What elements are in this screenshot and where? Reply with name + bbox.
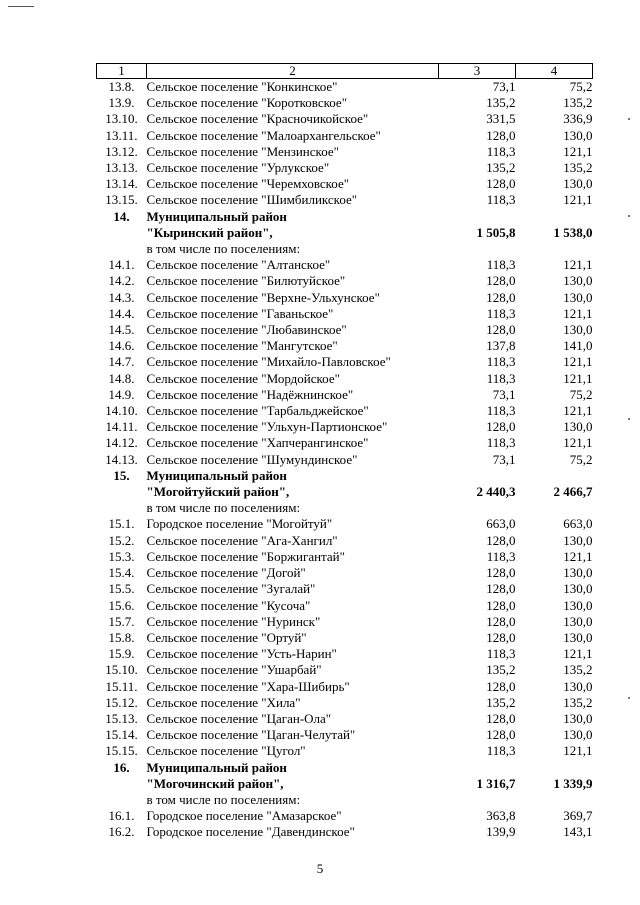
row-name: Сельское поселение "Нуринск" bbox=[146, 613, 321, 629]
row-number: 15.7. bbox=[108, 613, 135, 629]
table-row bbox=[97, 630, 593, 646]
row-number: 14.4. bbox=[108, 305, 135, 321]
row-value-col4: 663,0 bbox=[563, 516, 593, 532]
column-header-2: 2 bbox=[147, 64, 439, 79]
row-number: 14.11. bbox=[105, 419, 138, 435]
table-row bbox=[97, 79, 593, 96]
row-name: Сельское поселение "Билютуйское" bbox=[146, 273, 346, 289]
table-row bbox=[97, 273, 593, 289]
row-number: 15.14. bbox=[105, 727, 138, 743]
row-value-col3: 137,8 bbox=[486, 338, 516, 354]
table-row bbox=[97, 549, 593, 565]
row-value-col3: 128,0 bbox=[486, 581, 516, 597]
row-value-col4: 130,0 bbox=[563, 613, 593, 629]
row-name: Сельское поселение "Зугалай" bbox=[146, 581, 316, 597]
table-row bbox=[97, 403, 593, 419]
district-subheading-row bbox=[97, 241, 593, 257]
row-value-col3: 118,3 bbox=[486, 354, 516, 370]
row-number: 13.14. bbox=[105, 176, 138, 192]
row-value-col3: 128,0 bbox=[486, 597, 516, 613]
row-number: 14.12. bbox=[105, 435, 138, 451]
district-total-col4: 2 466,7 bbox=[553, 484, 593, 500]
district-number: 16. bbox=[113, 759, 130, 775]
row-name: Сельское поселение "Красночикойское" bbox=[146, 111, 369, 127]
table-row bbox=[97, 419, 593, 435]
row-value-col4: 336,9 bbox=[563, 111, 593, 127]
table-row bbox=[97, 371, 593, 387]
row-name: Сельское поселение "Надёжнинское" bbox=[146, 386, 354, 402]
district-number: 15. bbox=[113, 467, 130, 483]
district-heading-row bbox=[97, 209, 593, 225]
row-value-col4: 130,0 bbox=[563, 565, 593, 581]
district-subheading: в том числе по поселениям: bbox=[146, 241, 301, 257]
scan-speck bbox=[628, 418, 630, 420]
district-subheading: в том числе по поселениям: bbox=[146, 791, 301, 807]
row-value-col3: 128,0 bbox=[486, 289, 516, 305]
row-value-col4: 130,0 bbox=[563, 176, 593, 192]
row-number: 15.13. bbox=[105, 710, 138, 726]
column-header-1: 1 bbox=[97, 64, 147, 79]
row-number: 15.6. bbox=[108, 597, 135, 613]
row-value-col4: 121,1 bbox=[563, 435, 593, 451]
row-value-col4: 130,0 bbox=[563, 289, 593, 305]
table-row bbox=[97, 614, 593, 630]
table-row bbox=[97, 743, 593, 759]
row-value-col3: 331,5 bbox=[486, 111, 516, 127]
row-value-col3: 73,1 bbox=[492, 451, 516, 467]
district-heading-row bbox=[97, 760, 593, 776]
row-value-col3: 118,3 bbox=[486, 257, 516, 273]
row-value-col4: 121,1 bbox=[563, 257, 593, 273]
row-value-col3: 118,3 bbox=[486, 305, 516, 321]
row-value-col4: 130,0 bbox=[563, 727, 593, 743]
row-number: 13.8. bbox=[108, 79, 135, 94]
row-value-col4: 121,1 bbox=[563, 548, 593, 564]
row-number: 15.8. bbox=[108, 629, 135, 645]
row-value-col4: 130,0 bbox=[563, 532, 593, 548]
row-number: 15.15. bbox=[105, 743, 138, 759]
table-row bbox=[97, 338, 593, 354]
row-number: 14.9. bbox=[108, 386, 135, 402]
table-row bbox=[97, 662, 593, 678]
district-title-line2: "Кыринский район", bbox=[146, 224, 273, 240]
scan-speck bbox=[628, 118, 630, 120]
row-number: 14.6. bbox=[108, 338, 135, 354]
district-subheading: в том числе по поселениям: bbox=[146, 500, 301, 516]
row-name: Городское поселение "Могойтуй" bbox=[146, 516, 333, 532]
row-number: 13.15. bbox=[105, 192, 138, 208]
row-value-col4: 121,1 bbox=[563, 192, 593, 208]
column-header-row bbox=[97, 64, 593, 79]
table-row bbox=[97, 565, 593, 581]
table-row bbox=[97, 306, 593, 322]
district-title-line2: "Могочинский район", bbox=[146, 775, 284, 791]
table-row bbox=[97, 646, 593, 662]
row-value-col4: 130,0 bbox=[563, 581, 593, 597]
table-row bbox=[97, 533, 593, 549]
row-number: 13.9. bbox=[108, 95, 135, 111]
row-number: 14.13. bbox=[105, 451, 138, 467]
row-number: 14.8. bbox=[108, 370, 135, 386]
row-number: 13.12. bbox=[105, 143, 138, 159]
row-number: 14.2. bbox=[108, 273, 135, 289]
row-name: Сельское поселение "Малоархангельское" bbox=[146, 127, 381, 143]
table-row bbox=[97, 160, 593, 176]
row-name: Сельское поселение "Ага-Хангил" bbox=[146, 532, 338, 548]
row-number: 15.9. bbox=[108, 646, 135, 662]
row-number: 13.13. bbox=[105, 160, 138, 176]
district-total-row bbox=[97, 776, 593, 792]
row-name: Сельское поселение "Хила" bbox=[146, 694, 301, 710]
row-value-col3: 118,3 bbox=[486, 435, 516, 451]
district-total-col4: 1 339,9 bbox=[553, 775, 593, 791]
row-name: Сельское поселение "Черемховское" bbox=[146, 176, 350, 192]
row-value-col4: 121,1 bbox=[563, 354, 593, 370]
row-value-col3: 128,0 bbox=[486, 678, 516, 694]
district-title-line1: Муниципальный район bbox=[146, 467, 287, 483]
row-value-col3: 128,0 bbox=[486, 565, 516, 581]
row-value-col4: 121,1 bbox=[563, 743, 593, 759]
row-value-col3: 118,3 bbox=[486, 370, 516, 386]
row-name: Сельское поселение "Верхне-Ульхунское" bbox=[146, 289, 380, 305]
row-value-col3: 128,0 bbox=[486, 710, 516, 726]
row-name: Сельское поселение "Гаваньское" bbox=[146, 305, 334, 321]
row-value-col4: 130,0 bbox=[563, 710, 593, 726]
row-value-col4: 121,1 bbox=[563, 305, 593, 321]
row-name: Сельское поселение "Ушарбай" bbox=[146, 662, 322, 678]
row-value-col4: 135,2 bbox=[563, 95, 593, 111]
table-row bbox=[97, 711, 593, 727]
row-name: Сельское поселение "Михайло-Павловское" bbox=[146, 354, 391, 370]
row-name: Сельское поселение "Алтанское" bbox=[146, 257, 331, 273]
row-value-col3: 118,3 bbox=[486, 743, 516, 759]
row-value-col3: 135,2 bbox=[486, 95, 516, 111]
district-heading-row bbox=[97, 468, 593, 484]
row-name: Сельское поселение "Хара-Шибирь" bbox=[146, 678, 350, 694]
table-row bbox=[97, 516, 593, 532]
row-name: Сельское поселение "Усть-Нарин" bbox=[146, 646, 337, 662]
row-name: Сельское поселение "Мордойское" bbox=[146, 370, 340, 386]
row-value-col4: 121,1 bbox=[563, 403, 593, 419]
row-number: 13.11. bbox=[105, 127, 138, 143]
row-name: Сельское поселение "Урлукское" bbox=[146, 160, 330, 176]
row-value-col4: 75,2 bbox=[569, 386, 593, 402]
table-row bbox=[97, 808, 593, 824]
row-name: Сельское поселение "Любавинское" bbox=[146, 322, 347, 338]
row-name: Сельское поселение "Хапчерангинское" bbox=[146, 435, 369, 451]
row-value-col4: 75,2 bbox=[569, 451, 593, 467]
table-row bbox=[97, 128, 593, 144]
row-name: Городское поселение "Амазарское" bbox=[146, 808, 342, 824]
district-total-col4: 1 538,0 bbox=[553, 224, 593, 240]
row-value-col4: 143,1 bbox=[563, 824, 593, 840]
row-value-col4: 135,2 bbox=[563, 662, 593, 678]
district-total-col3: 1 316,7 bbox=[476, 775, 516, 791]
table-row bbox=[97, 727, 593, 743]
table-row bbox=[97, 144, 593, 160]
row-number: 14.10. bbox=[105, 403, 138, 419]
table-row bbox=[97, 695, 593, 711]
row-value-col3: 118,3 bbox=[486, 192, 516, 208]
row-number: 16.1. bbox=[108, 808, 135, 824]
table-row bbox=[97, 354, 593, 370]
row-name: Сельское поселение "Ульхун-Партионское" bbox=[146, 419, 388, 435]
row-number: 15.1. bbox=[108, 516, 135, 532]
table-row bbox=[97, 290, 593, 306]
row-number: 15.5. bbox=[108, 581, 135, 597]
district-subheading-row bbox=[97, 792, 593, 808]
row-name: Сельское поселение "Мензинское" bbox=[146, 143, 339, 159]
district-title-line1: Муниципальный район bbox=[146, 208, 287, 224]
row-number: 16.2. bbox=[108, 824, 135, 840]
row-value-col4: 135,2 bbox=[563, 160, 593, 176]
row-name: Сельское поселение "Боржигантай" bbox=[146, 548, 345, 564]
row-name: Сельское поселение "Конкинское" bbox=[146, 79, 338, 94]
table-row bbox=[97, 111, 593, 127]
row-value-col4: 130,0 bbox=[563, 273, 593, 289]
table-row bbox=[97, 176, 593, 192]
row-number: 14.1. bbox=[108, 257, 135, 273]
row-value-col4: 130,0 bbox=[563, 127, 593, 143]
district-total-col3: 2 440,3 bbox=[476, 484, 516, 500]
scan-edge-mark bbox=[8, 6, 34, 7]
row-value-col4: 130,0 bbox=[563, 678, 593, 694]
table-row bbox=[97, 452, 593, 468]
district-total-col3: 1 505,8 bbox=[476, 224, 516, 240]
row-name: Сельское поселение "Кусоча" bbox=[146, 597, 311, 613]
row-number: 14.7. bbox=[108, 354, 135, 370]
row-name: Городское поселение "Давендинское" bbox=[146, 824, 355, 840]
row-number: 15.4. bbox=[108, 565, 135, 581]
row-value-col4: 141,0 bbox=[563, 338, 593, 354]
table-row bbox=[97, 581, 593, 597]
scan-speck bbox=[628, 697, 630, 699]
district-title-line2: "Могойтуйский район", bbox=[146, 484, 290, 500]
row-value-col3: 135,2 bbox=[486, 662, 516, 678]
row-value-col3: 118,3 bbox=[486, 646, 516, 662]
row-value-col3: 118,3 bbox=[486, 143, 516, 159]
row-name: Сельское поселение "Мангутское" bbox=[146, 338, 338, 354]
row-value-col3: 128,0 bbox=[486, 127, 516, 143]
row-value-col3: 128,0 bbox=[486, 322, 516, 338]
row-value-col4: 121,1 bbox=[563, 143, 593, 159]
row-value-col3: 128,0 bbox=[486, 532, 516, 548]
row-value-col3: 128,0 bbox=[486, 629, 516, 645]
row-name: Сельское поселение "Догой" bbox=[146, 565, 306, 581]
row-name: Сельское поселение "Цугол" bbox=[146, 743, 306, 759]
table-row bbox=[97, 598, 593, 614]
table-row bbox=[97, 257, 593, 273]
row-name: Сельское поселение "Коротковское" bbox=[146, 95, 348, 111]
table-row bbox=[97, 192, 593, 208]
scan-speck bbox=[628, 215, 630, 217]
row-value-col4: 121,1 bbox=[563, 370, 593, 386]
row-name: Сельское поселение "Цаган-Челутай" bbox=[146, 727, 356, 743]
district-number: 14. bbox=[113, 208, 130, 224]
table-row bbox=[97, 387, 593, 403]
row-name: Сельское поселение "Ортуй" bbox=[146, 629, 307, 645]
row-value-col3: 128,0 bbox=[486, 176, 516, 192]
column-header-3: 3 bbox=[439, 64, 516, 79]
row-value-col3: 135,2 bbox=[486, 694, 516, 710]
row-value-col3: 135,2 bbox=[486, 160, 516, 176]
page-number: 5 bbox=[316, 861, 324, 876]
table-row bbox=[97, 824, 593, 840]
district-total-row bbox=[97, 225, 593, 241]
row-value-col4: 121,1 bbox=[563, 646, 593, 662]
district-total-row bbox=[97, 484, 593, 500]
row-value-col3: 73,1 bbox=[492, 79, 516, 94]
row-value-col3: 663,0 bbox=[486, 516, 516, 532]
row-number: 15.12. bbox=[105, 694, 138, 710]
row-number: 15.3. bbox=[108, 548, 135, 564]
row-number: 14.5. bbox=[108, 322, 135, 338]
allocation-table bbox=[96, 63, 593, 841]
row-value-col3: 118,3 bbox=[486, 403, 516, 419]
row-value-col4: 130,0 bbox=[563, 597, 593, 613]
row-value-col4: 130,0 bbox=[563, 629, 593, 645]
row-name: Сельское поселение "Цаган-Ола" bbox=[146, 710, 332, 726]
row-value-col3: 128,0 bbox=[486, 273, 516, 289]
row-value-col3: 139,9 bbox=[486, 824, 516, 840]
row-value-col4: 75,2 bbox=[569, 79, 593, 94]
table-row bbox=[97, 322, 593, 338]
row-number: 15.11. bbox=[105, 678, 138, 694]
district-title-line1: Муниципальный район bbox=[146, 759, 287, 775]
row-value-col3: 128,0 bbox=[486, 727, 516, 743]
row-value-col3: 118,3 bbox=[486, 548, 516, 564]
row-value-col4: 130,0 bbox=[563, 419, 593, 435]
row-value-col3: 73,1 bbox=[492, 386, 516, 402]
row-number: 13.10. bbox=[105, 111, 138, 127]
row-value-col3: 128,0 bbox=[486, 419, 516, 435]
row-value-col3: 363,8 bbox=[486, 808, 516, 824]
row-number: 15.2. bbox=[108, 532, 135, 548]
table-row bbox=[97, 679, 593, 695]
table-row bbox=[97, 435, 593, 451]
row-name: Сельское поселение "Тарбальджейское" bbox=[146, 403, 369, 419]
row-number: 14.3. bbox=[108, 289, 135, 305]
table-row bbox=[97, 95, 593, 111]
row-name: Сельское поселение "Шимбиликское" bbox=[146, 192, 358, 208]
row-number: 15.10. bbox=[105, 662, 138, 678]
table-body bbox=[97, 79, 593, 841]
district-subheading-row bbox=[97, 500, 593, 516]
row-value-col4: 369,7 bbox=[563, 808, 593, 824]
row-name: Сельское поселение "Шумундинское" bbox=[146, 451, 358, 467]
row-value-col4: 135,2 bbox=[563, 694, 593, 710]
row-value-col3: 128,0 bbox=[486, 613, 516, 629]
row-value-col4: 130,0 bbox=[563, 322, 593, 338]
column-header-4: 4 bbox=[516, 64, 593, 79]
